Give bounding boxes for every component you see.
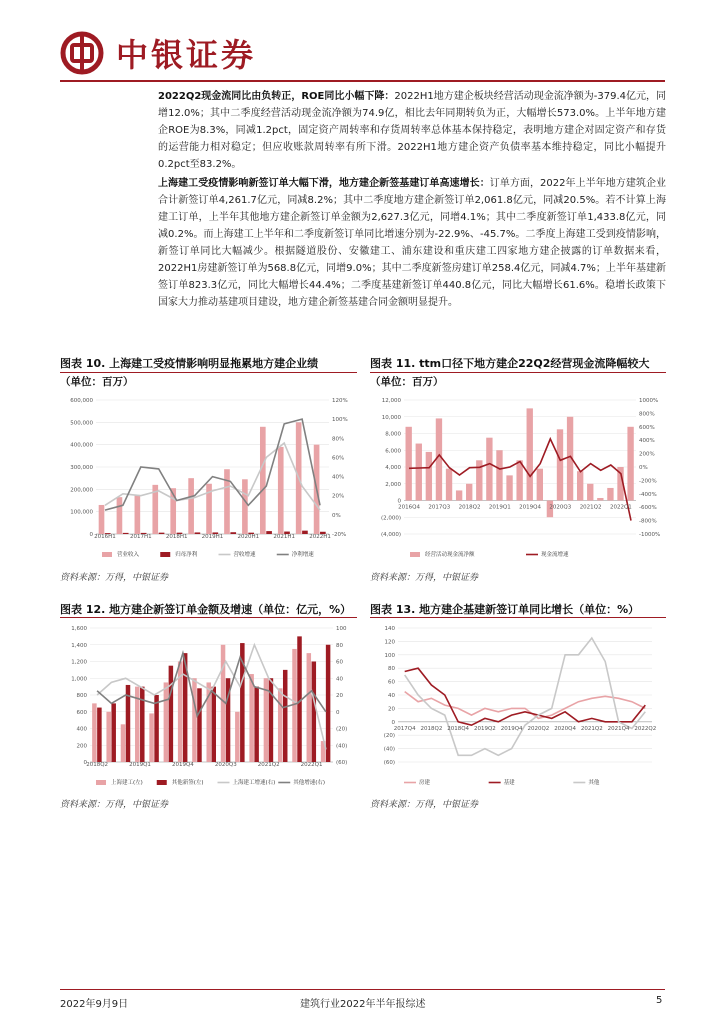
x-tick-label: 2017Q3 [428, 504, 451, 511]
bar [212, 687, 217, 762]
y-tick-label-left: 12,000 [381, 398, 401, 404]
y-tick-label-left: 6,000 [385, 448, 401, 455]
x-tick-label: 2021Q2 [579, 504, 602, 511]
y-tick-label-right: 400% [639, 438, 655, 445]
bar [587, 484, 593, 501]
y-tick-label-left: 100 [384, 652, 395, 659]
y-tick-label-right: -20% [332, 532, 347, 538]
fig10-chart [60, 392, 357, 562]
x-tick-label: 2022Q1 [609, 504, 632, 511]
paragraph-orders [158, 175, 666, 311]
y-tick-label-left: 0 [391, 719, 395, 726]
y-tick-label-left: 1,000 [71, 676, 87, 683]
bar [188, 478, 194, 534]
fig13-source: 资料来源：万得，中银证券 [370, 800, 479, 810]
bar [97, 708, 102, 762]
bar [164, 682, 169, 762]
y-tick-label-left: (60) [383, 760, 395, 766]
y-tick-label-right: 20 [336, 693, 343, 699]
x-tick-label: 2020Q4 [554, 725, 577, 732]
bar [506, 475, 512, 500]
y-tick-label-right: 40 [336, 676, 343, 683]
bar [456, 490, 462, 500]
paragraph-cashflow-heading: 2022Q2现金流同比由负转正，ROE同比小幅下降： [158, 91, 395, 102]
fig12-title: 图表 12. 地方建企新签订单金额及增速（单位：亿元，%） [60, 603, 352, 616]
y-tick-label-left: 200 [76, 743, 87, 750]
bar [557, 429, 563, 500]
bar [149, 713, 154, 762]
legend-label: 经营活动现金流净额 [425, 552, 475, 558]
bar [235, 712, 240, 762]
legend-swatch [410, 552, 420, 557]
y-tick-label-left: (40) [383, 746, 395, 753]
fig11-unit: （单位：百万） [370, 376, 444, 388]
y-tick-label-left: (4,000) [380, 532, 401, 538]
footer-rule [60, 989, 665, 990]
y-tick-label-right: 0% [332, 512, 341, 519]
x-tick-label: 2019Q4 [171, 762, 194, 768]
fig13-rule [370, 617, 666, 618]
bar [195, 532, 201, 534]
x-tick-label: 2016H1 [94, 534, 116, 540]
paragraph-cashflow-body: 2022H1地方建企板块经营活动现金流净额为-379.4亿元，同增12.0%；其中二季度经营活动现金流净额为74.9亿，相比去年同期转负为正，大幅增长573.0%。上半年地方建企ROE为8.3%，同减1.2pct，固定资产周转率和存货周转率总体基本保持稳定，表明地方建企对固定资产和存货的运营能力相对稳定；但应收账款周转率有所下滑。2022H1地方建企资产负债率基本维持稳定，同比小幅提升0.2pct至83.2%。 [158, 91, 666, 170]
y-tick-label-right: 120% [332, 398, 348, 404]
fig12-chart [60, 620, 357, 790]
bar [140, 687, 145, 762]
paragraph-cashflow [158, 88, 666, 173]
y-tick-label-right: (60) [336, 760, 348, 766]
legend-label: 房建 [419, 780, 431, 786]
y-tick-label-left: 0 [89, 532, 93, 538]
bar [607, 488, 613, 501]
y-tick-label-left: 4,000 [385, 465, 401, 471]
y-tick-label-right: -600% [639, 505, 657, 512]
legend-label: 上海建工增速(右) [232, 780, 276, 786]
bar [266, 531, 272, 534]
header-rule [60, 80, 665, 82]
bar [537, 469, 543, 501]
y-tick-label-right: 60 [336, 659, 343, 666]
x-tick-label: 2019Q1 [488, 504, 511, 511]
x-tick-label: 2021Q2 [580, 725, 603, 732]
bar [278, 688, 283, 762]
x-tick-label: 2019Q1 [129, 762, 151, 768]
y-tick-label-right: 80% [332, 436, 345, 443]
bar [99, 505, 105, 534]
y-tick-label-left: 400 [76, 726, 87, 733]
x-tick-label: 2019Q4 [519, 504, 542, 511]
x-tick-label: 2018Q2 [458, 504, 481, 511]
x-tick-label: 2020Q2 [527, 725, 550, 732]
y-tick-label-left: 10,000 [381, 414, 401, 421]
x-tick-label: 2020H1 [237, 534, 260, 540]
x-tick-label: 2019Q2 [473, 725, 496, 732]
y-tick-label-left: 0 [83, 760, 87, 766]
fig11-title: 图表 11. ttm口径下地方建企22Q2经营现金流降幅较大 [370, 357, 650, 370]
bar [577, 471, 583, 500]
y-tick-label-right: 100% [332, 417, 348, 424]
y-tick-label-left: 60 [388, 679, 395, 686]
boc-logo-icon [60, 31, 104, 75]
paragraph-orders-heading: 上海建工受疫情影响新签订单大幅下滑，地方建企新签基建订单高速增长： [158, 178, 490, 189]
bar [92, 703, 97, 762]
bar [466, 484, 472, 501]
bar [486, 438, 492, 501]
legend-label: 现金流增速 [541, 552, 569, 558]
x-tick-label: 2021Q4 [607, 725, 630, 732]
bar [159, 533, 165, 534]
y-tick-label-right: 20% [332, 493, 345, 500]
bar [249, 674, 254, 762]
y-tick-label-left: 500,000 [70, 420, 93, 427]
x-tick-label: 2019H1 [201, 534, 224, 540]
bar [446, 469, 452, 501]
y-tick-label-right: 40% [332, 474, 345, 481]
body-text [158, 88, 666, 313]
y-tick-label-right: 0 [336, 709, 340, 716]
fig13-chart [370, 620, 666, 790]
bar [197, 688, 202, 762]
fig12-source: 资料来源：万得，中银证券 [60, 800, 169, 810]
bar [106, 712, 111, 762]
x-tick-label: 2021H1 [273, 534, 296, 540]
y-tick-label-left: 1,600 [71, 626, 87, 632]
y-tick-label-right: -400% [639, 491, 657, 498]
y-tick-label-right: -800% [639, 518, 657, 525]
bar [254, 687, 259, 762]
x-tick-label: 2017H1 [129, 534, 152, 540]
y-tick-label-right: 200% [639, 451, 655, 458]
fig11-rule [370, 372, 666, 373]
y-tick-label-right: 600% [639, 424, 655, 431]
x-tick-label: 2019Q4 [500, 725, 523, 732]
y-tick-label-left: 1,400 [71, 642, 87, 649]
footer-date: 2022年9月9日 [60, 999, 129, 1010]
legend-label: 其他新签(左) [171, 780, 204, 786]
y-tick-label-left: 2,000 [385, 481, 401, 488]
legend-label: 营业收入 [117, 552, 140, 558]
bar [527, 408, 533, 500]
y-tick-label-left: 120 [384, 639, 395, 646]
y-tick-label-right: 1000% [639, 398, 659, 404]
bar [436, 418, 442, 500]
x-tick-label: 2022Q2 [634, 725, 657, 732]
brand-header [60, 28, 256, 78]
y-tick-label-right: 80 [336, 642, 343, 649]
y-tick-label-left: 0 [397, 498, 401, 505]
bar [326, 645, 331, 762]
bar [597, 498, 603, 501]
fig12-rule [60, 617, 357, 618]
paragraph-orders-body: 订单方面，2022年上半年地方建筑企业合计新签订单4,261.7亿元，同减8.2%；其中二季度地方建企新签订单2,061.8亿元，同减20.5%。若不计算上海建工订单，上半年其他地方建企新签订单金额为2,627.3亿元，同增4.1%；其中二季度新签订单1,433.8亿元，同减0.2%。而上海建工上半年和二季度新签订单同比增速分别为-22.9%、-45.7%。二季度上海建工受到疫情影响，新签订单同比大幅减少。根据隧道股份、安徽建工、浦东建设和重庆建工四家地方建企披露的订单数据来看，2022H1房建新签订单为568.8亿元，同增9.0%；其中二季度新签房建订单258.4亿元，同减4.7%；上半年基建新签订单823.3亿元，同比大幅增长44.4%；二季度基建新签订单440.8亿元，同比大幅增长61.6%。稳增长政策下国家大力推动基建项目建设，地方建企新签基建合同金额明显提升。 [158, 178, 667, 308]
bar [135, 495, 141, 534]
y-tick-label-right: -1000% [639, 532, 661, 538]
footer-title: 建筑行业2022年半年报综述 [300, 999, 426, 1010]
y-tick-label-right: 100 [336, 626, 347, 632]
y-tick-label-right: 0% [639, 465, 648, 471]
bar [312, 662, 317, 763]
legend-swatch [157, 780, 167, 785]
bar [307, 653, 312, 762]
x-tick-label: 2020Q3 [214, 762, 237, 768]
bar [278, 447, 284, 534]
legend-label: 净利增速 [291, 552, 314, 558]
bar [416, 444, 422, 501]
x-tick-label: 2018H1 [165, 534, 188, 540]
bar [230, 532, 236, 534]
brand-name: 中银证券 [116, 36, 257, 74]
y-tick-label-left: (20) [383, 733, 395, 740]
bar [302, 531, 308, 534]
fig10-source: 资料来源：万得，中银证券 [60, 573, 169, 583]
x-tick-label: 2017Q4 [393, 725, 416, 732]
x-tick-label: 2018Q4 [447, 725, 470, 732]
legend-swatch [160, 552, 170, 557]
y-tick-label-left: 800 [76, 693, 87, 699]
bar [121, 724, 126, 762]
bar [260, 427, 266, 534]
bar [169, 666, 174, 762]
y-tick-label-left: 8,000 [385, 431, 401, 438]
fig11-chart [370, 392, 666, 562]
legend-label: 营收增速 [233, 552, 256, 558]
page-number: 5 [656, 995, 663, 1006]
y-tick-label-right: 800% [639, 411, 655, 418]
fig13-title: 图表 13. 地方建企基建新签订单同比增长（单位：%） [370, 603, 640, 616]
x-tick-label: 2016Q4 [398, 504, 420, 511]
bar [496, 450, 502, 500]
bar [224, 469, 230, 534]
x-tick-label: 2018Q2 [420, 725, 443, 732]
bar [117, 497, 123, 534]
bar [154, 695, 159, 762]
y-tick-label-right: (20) [336, 726, 348, 733]
y-tick-label-left: 600,000 [70, 398, 93, 404]
fig10-unit: （单位：百万） [60, 376, 134, 388]
y-tick-label-right: 60% [332, 455, 345, 462]
y-tick-label-right: (40) [336, 743, 348, 750]
legend-label: 上海建工(左) [111, 780, 143, 786]
bar [516, 460, 522, 500]
x-tick-label: 2018Q2 [86, 762, 109, 768]
legend-swatch [102, 552, 112, 557]
y-tick-label-left: 600 [76, 709, 87, 716]
x-tick-label: 2021Q2 [257, 762, 280, 768]
bar [426, 452, 432, 501]
y-tick-label-left: 140 [384, 626, 395, 632]
y-tick-label-left: 200,000 [70, 487, 93, 494]
y-tick-label-left: 300,000 [70, 465, 93, 471]
legend-label: 归母净利 [175, 552, 198, 558]
bar [406, 427, 412, 501]
x-tick-label: 2022H1 [309, 534, 331, 540]
legend-label: 其他增速(右) [293, 780, 326, 786]
x-tick-label: 2022Q1 [300, 762, 323, 768]
bar [627, 427, 633, 501]
y-tick-label-left: 80 [388, 666, 395, 673]
fig11-source: 资料来源：万得，中银证券 [370, 573, 479, 583]
legend-swatch [96, 780, 106, 785]
bar [192, 678, 197, 762]
y-tick-label-left: (2,000) [380, 515, 401, 522]
fig10-rule [60, 372, 357, 373]
y-tick-label-left: 20 [388, 706, 395, 713]
y-tick-label-left: 100,000 [70, 509, 93, 516]
bar [242, 479, 248, 534]
y-tick-label-right: -200% [639, 478, 657, 485]
fig10-title: 图表 10. 上海建工受疫情影响明显拖累地方建企业绩 [60, 357, 319, 370]
series-line [405, 692, 646, 719]
y-tick-label-left: 400,000 [70, 442, 93, 449]
bar [283, 670, 288, 762]
bar [123, 533, 129, 534]
x-tick-label: 2020Q3 [549, 504, 572, 511]
legend-label: 其他 [588, 780, 600, 786]
y-tick-label-left: 40 [388, 693, 395, 699]
bar [111, 703, 116, 762]
y-tick-label-left: 1,200 [71, 659, 87, 666]
legend-label: 基建 [503, 780, 515, 786]
